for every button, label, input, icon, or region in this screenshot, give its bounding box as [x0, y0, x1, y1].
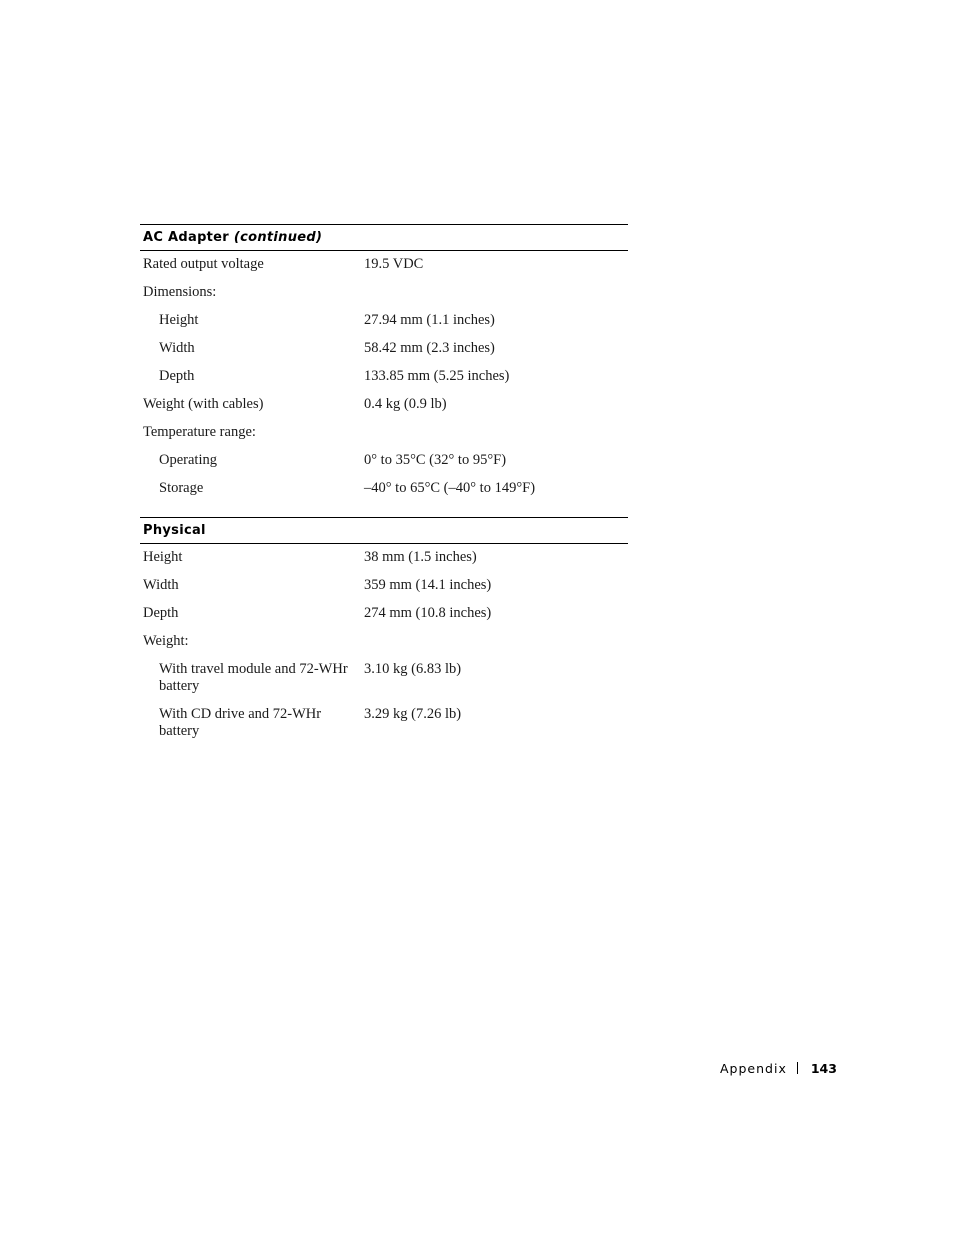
spec-label: Depth: [159, 368, 195, 384]
ac-adapter-title-suffix: (continued): [233, 230, 323, 245]
spec-row: [140, 577, 628, 594]
spec-row: [140, 340, 628, 357]
ac-adapter-header: [140, 224, 628, 251]
ac-adapter-section: [140, 224, 628, 508]
ac-adapter-rows: [140, 251, 628, 497]
spec-label: Width: [143, 577, 179, 593]
spec-row: [140, 368, 628, 385]
spec-label: Depth: [143, 605, 179, 621]
spec-label: Dimensions:: [143, 284, 217, 300]
spec-row: [140, 312, 628, 329]
spec-value: 19.5 VDC: [364, 256, 424, 272]
spec-row: [140, 284, 628, 301]
spec-label: With travel module and 72-WHr battery: [159, 661, 348, 694]
ac-adapter-title: AC Adapter: [143, 230, 230, 245]
spec-row: [140, 396, 628, 413]
physical-rows: [140, 544, 628, 740]
spec-value: 0.4 kg (0.9 lb): [364, 396, 447, 412]
spec-value: 38 mm (1.5 inches): [364, 549, 477, 565]
spec-label: Width: [159, 340, 195, 356]
spec-label: Operating: [159, 452, 217, 468]
spec-row: [140, 549, 628, 566]
physical-title: Physical: [143, 523, 206, 538]
spec-row: [140, 256, 628, 273]
spec-value: 274 mm (10.8 inches): [364, 605, 492, 621]
spec-row: [140, 424, 628, 441]
spec-label: Weight:: [143, 633, 189, 649]
spec-label: Weight (with cables): [143, 396, 264, 412]
spec-row: [140, 633, 628, 650]
spec-value: [364, 424, 628, 441]
spec-value: 0° to 35°C (32° to 95°F): [364, 452, 507, 468]
spec-value: [364, 633, 628, 650]
spec-label: With CD drive and 72-WHr battery: [159, 706, 322, 739]
spec-label: Height: [143, 549, 183, 565]
page-footer: [720, 1061, 837, 1076]
physical-header: [140, 517, 628, 544]
spec-value: 359 mm (14.1 inches): [364, 577, 492, 593]
page-number: 143: [810, 1061, 837, 1076]
spec-row: [140, 661, 628, 695]
spec-label: Storage: [159, 480, 204, 496]
spec-value: [364, 284, 628, 301]
footer-section-name: Appendix: [720, 1061, 787, 1076]
footer-separator: [797, 1062, 798, 1074]
spec-label: Height: [159, 312, 199, 328]
spec-row: [140, 452, 628, 469]
spec-row: [140, 706, 628, 740]
physical-section: [140, 517, 628, 751]
spec-value: 3.29 kg (7.26 lb): [364, 706, 462, 722]
spec-value: 3.10 kg (6.83 lb): [364, 661, 462, 677]
spec-label: Rated output voltage: [143, 256, 264, 272]
spec-value: 27.94 mm (1.1 inches): [364, 312, 495, 328]
spec-label: Temperature range:: [143, 424, 256, 440]
spec-row: [140, 480, 628, 497]
spec-row: [140, 605, 628, 622]
spec-value: 133.85 mm (5.25 inches): [364, 368, 510, 384]
spec-value: –40° to 65°C (–40° to 149°F): [364, 480, 536, 496]
spec-value: 58.42 mm (2.3 inches): [364, 340, 495, 356]
